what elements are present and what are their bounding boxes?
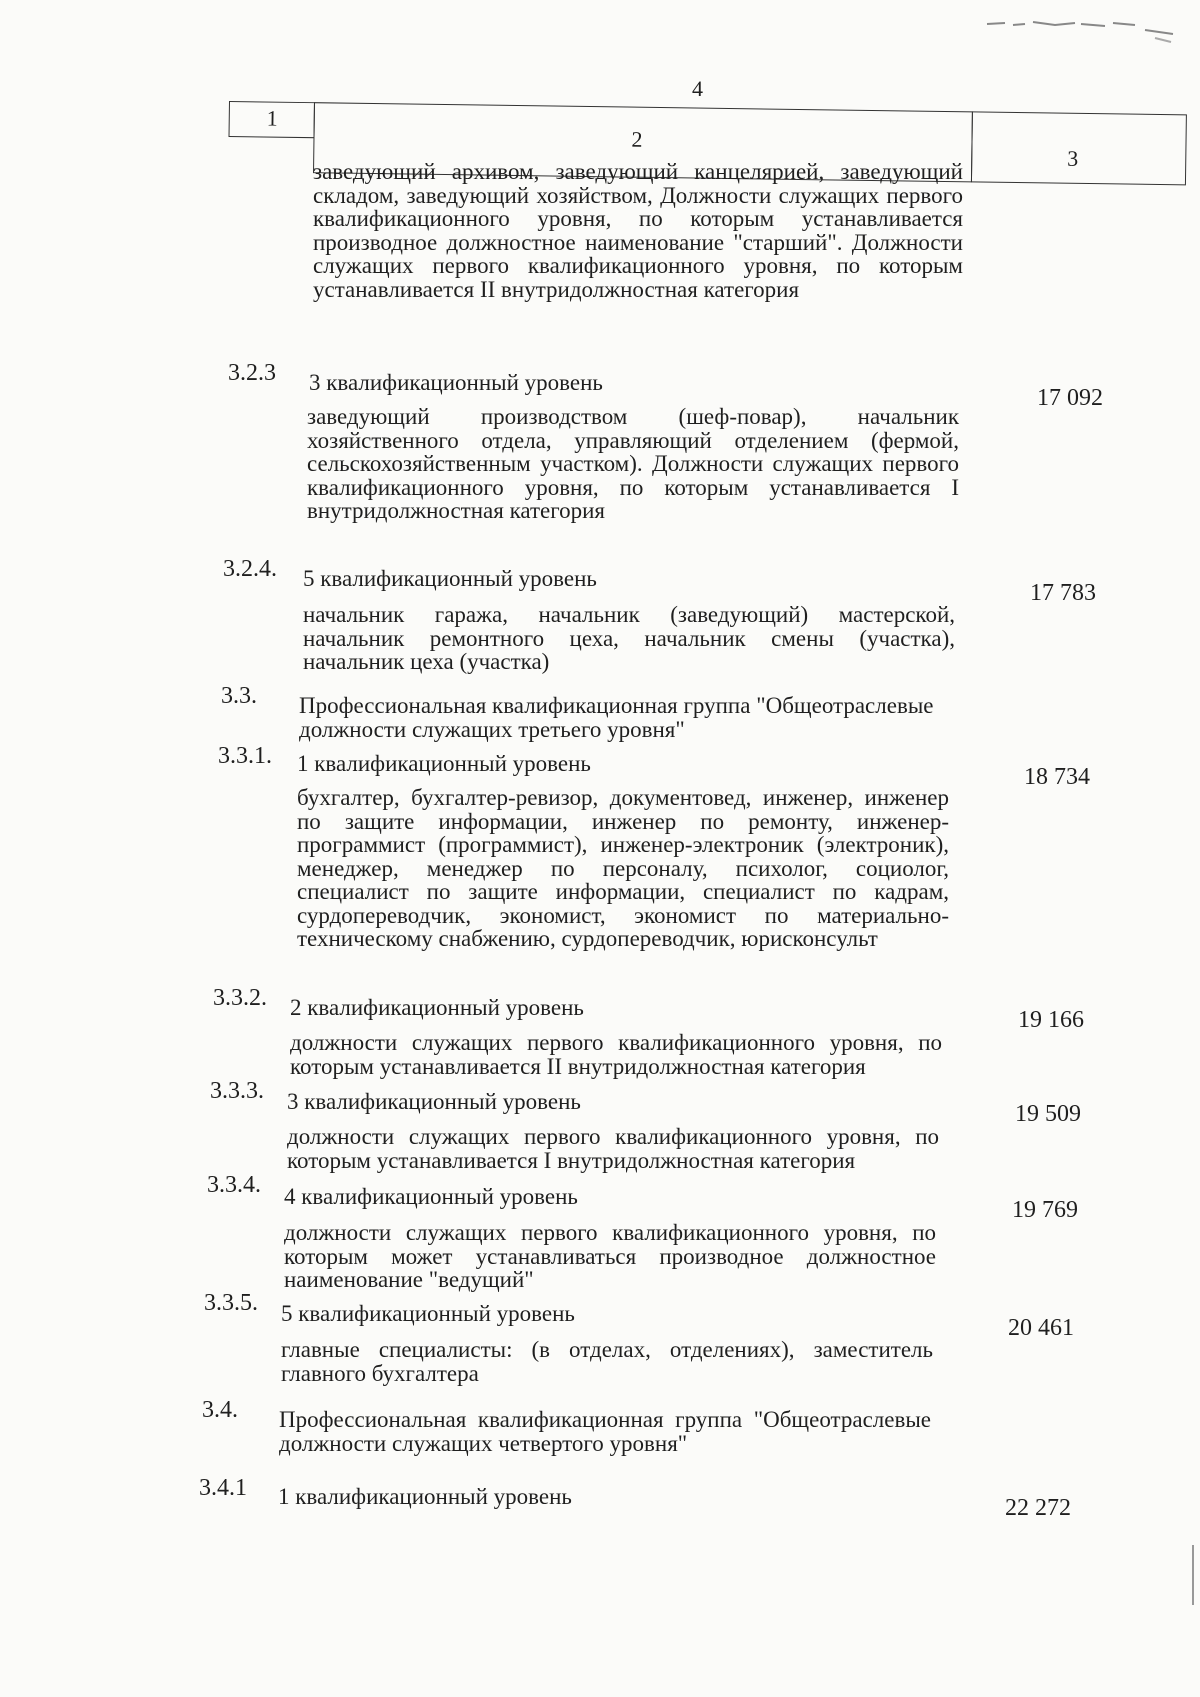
row-title: 2 квалификационный уровень <box>290 995 584 1020</box>
row-value: 20 461 <box>1008 1315 1074 1341</box>
header-col-2-label: 2 <box>631 126 643 152</box>
row-description: должности служащих первого квалификационного уровня, по которым устанавливается I внутридолжностная категория <box>287 1124 939 1173</box>
row-description: должности служащих первого квалификационного уровня, по которым может устанавливаться производное должностное наименование "ведущий" <box>284 1220 936 1292</box>
row-title: 4 квалификационный уровень <box>284 1184 578 1209</box>
row-description: должности служащих первого квалификационного уровня, по которым устанавливается II внутридолжностная категория <box>290 1030 942 1079</box>
row-value: 19 166 <box>1018 1007 1084 1033</box>
row-value: 17 092 <box>1037 385 1103 411</box>
row-description: заведующий архивом, заведующий канцелярией, заведующий складом, заведующий хозяйством, Должности служащих первого квалификационного уровня, по которым устанавливается производное должностное наименование "старший". Должности служащих первого квалификационного уровня, по которым устанавливается II внутридолжностная категория <box>313 159 963 302</box>
row-code: 3.3.1. <box>218 743 272 769</box>
row-title: 5 квалификационный уровень <box>281 1301 575 1326</box>
row-description: бухгалтер, бухгалтер-ревизор, документовед, инженер, инженер по защите информации, инженер по ремонту, инженер-программист (программист), инженер-электроник (электроник), менеджер, менеджер по персоналу, психолог, социолог, специалист по защите информации, специалист по кадрам, сурдопереводчик, экономист, экономист по материально-техническому снабжению, сурдопереводчик, юрисконсульт <box>297 785 949 951</box>
group-title: Профессиональная квалификационная группа "Общеотраслевые должности служащих третьего уровня" <box>299 693 934 742</box>
row-value: 19 509 <box>1015 1101 1081 1127</box>
row-title: 3 квалификационный уровень <box>287 1089 581 1114</box>
row-code: 3.3.5. <box>204 1290 258 1316</box>
group-code: 3.3. <box>221 683 257 709</box>
group-title: Профессиональная квалификационная группа "Общеотраслевые должности служащих четвертого уровня" <box>279 1407 931 1456</box>
page-number: 4 <box>692 76 703 101</box>
row-code: 3.2.4. <box>223 556 277 582</box>
row-title: 1 квалификационный уровень <box>297 751 591 776</box>
row-title: 5 квалификационный уровень <box>303 566 597 591</box>
group-code: 3.4. <box>202 1397 238 1423</box>
row-title: 3 квалификационный уровень <box>309 370 603 395</box>
row-description: главные специалисты: (в отделах, отделениях), заместитель главного бухгалтера <box>281 1337 933 1386</box>
row-description: начальник гаража, начальник (заведующий) мастерской, начальник ремонтного цеха, начальник смены (участка), начальник цеха (участка) <box>303 602 955 674</box>
row-description: заведующий производством (шеф-повар), начальник хозяйственного отдела, управляющий отделением (фермой, сельскохозяйственным участком). Должности служащих первого квалификационного уровня, по которым устанавливается I внутридолжностная категория <box>307 404 959 523</box>
header-col-1-label: 1 <box>266 105 278 131</box>
row-value: 19 769 <box>1012 1197 1078 1223</box>
row-value: 18 734 <box>1024 764 1090 790</box>
row-value: 22 272 <box>1005 1495 1071 1521</box>
row-value: 17 783 <box>1030 580 1096 606</box>
row-code: 3.2.3 <box>228 360 276 386</box>
row-title: 1 квалификационный уровень <box>278 1484 572 1509</box>
row-code: 3.4.1 <box>199 1475 247 1501</box>
header-col-3-label: 3 <box>1067 145 1079 171</box>
row-code: 3.3.4. <box>207 1172 261 1198</box>
row-code: 3.3.3. <box>210 1078 264 1104</box>
row-code: 3.3.2. <box>213 985 267 1011</box>
